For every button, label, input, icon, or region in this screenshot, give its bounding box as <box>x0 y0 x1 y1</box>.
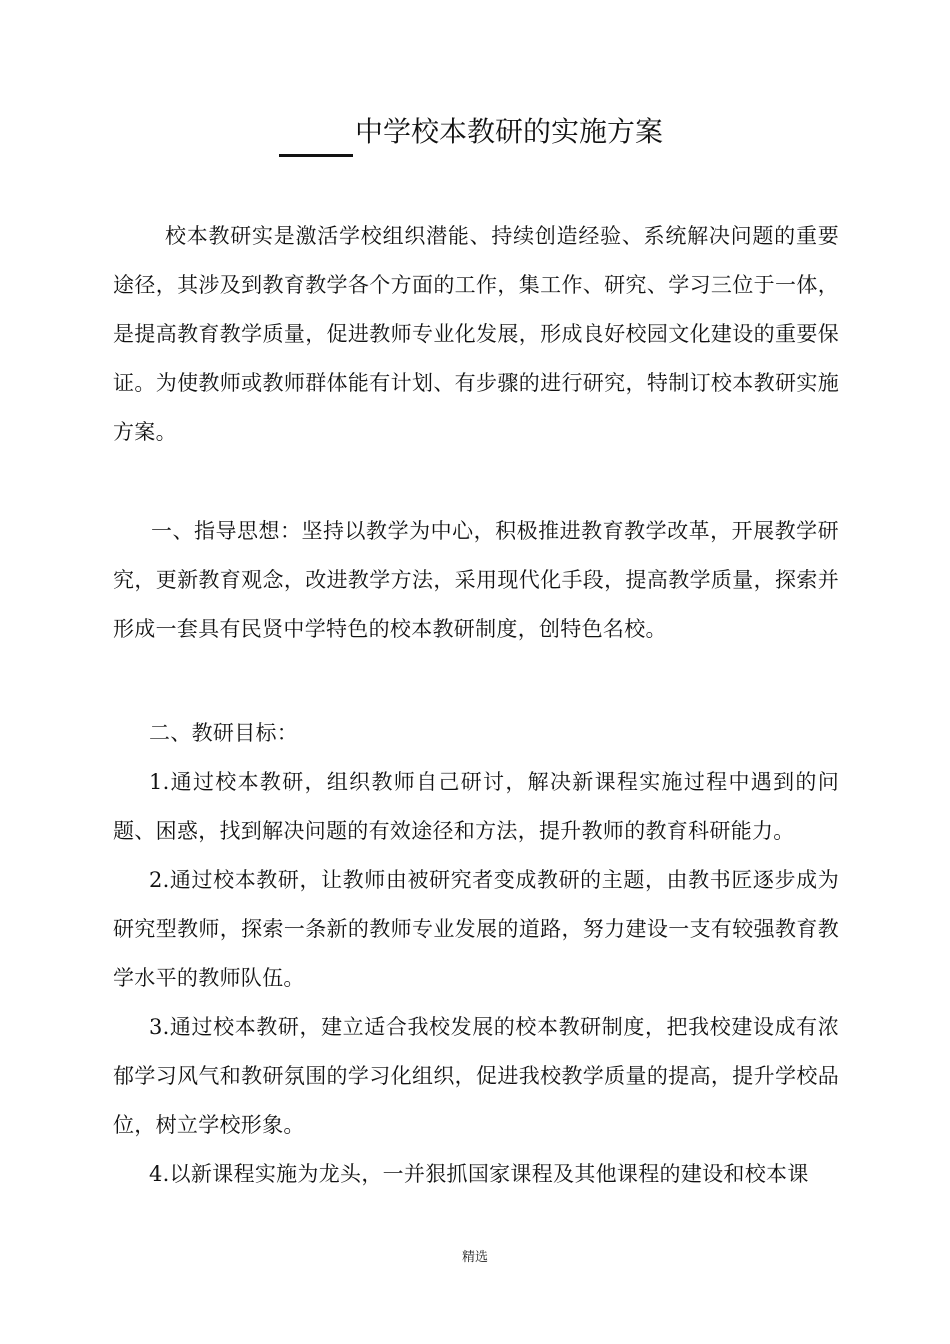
goal-item-2: 2.通过校本教研，让教师由被研究者变成教研的主题，由教书匠逐步成为研究型教师，探索一条新的教师专业发展的道路，努力建设一支有较强教育教学水平的教师队伍。 <box>113 868 839 990</box>
intro-text: 校本教研实是激活学校组织潜能、持续创造经验、系统解决问题的重要途径，其涉及到教育教学各个方面的工作，集工作、研究、学习三位于一体，是提高教育教学质量，促进教师专业化发展，形成良好校园文化建设的重要保证。为使教师或教师群体能有计划、有步骤的进行研究，特制订校本教研实施方案。 <box>113 224 839 444</box>
page-footer: 精选 <box>461 1250 488 1265</box>
goals-heading-text: 二、教研目标： <box>149 721 299 745</box>
guiding-ideology-text: 一、指导思想：坚持以教学为中心，积极推进教育教学改革，开展教学研究，更新教育观念，改进教学方法，采用现代化手段，提高教学质量，探索并形成一套具有民贤中学特色的校本教研制度，创特色名校。 <box>113 519 839 641</box>
goal-item-3: 3.通过校本教研，建立适合我校发展的校本教研制度，把我校建设成有浓郁学习风气和教研氛围的学习化组织，促进我校教学质量的提高，提升学校品位，树立学校形象。 <box>113 1015 839 1137</box>
goal-item-1: 1.通过校本教研，组织教师自己研讨，解决新课程实施过程中遇到的问题、困惑，找到解决问题的有效途径和方法，提升教师的教育科研能力。 <box>113 770 839 843</box>
title-row <box>0 112 950 160</box>
goal-item-4: 4.以新课程实施为龙头，一并狠抓国家课程及其他课程的建设和校本课 <box>149 1162 809 1186</box>
section-goals-heading <box>113 709 839 758</box>
document-title: 中学校本教研的实施方案 <box>355 115 664 148</box>
section-goals-list <box>113 758 839 1199</box>
section-guiding-ideology <box>113 507 839 654</box>
title-blank-underline <box>279 154 353 157</box>
intro-paragraph <box>113 212 839 457</box>
